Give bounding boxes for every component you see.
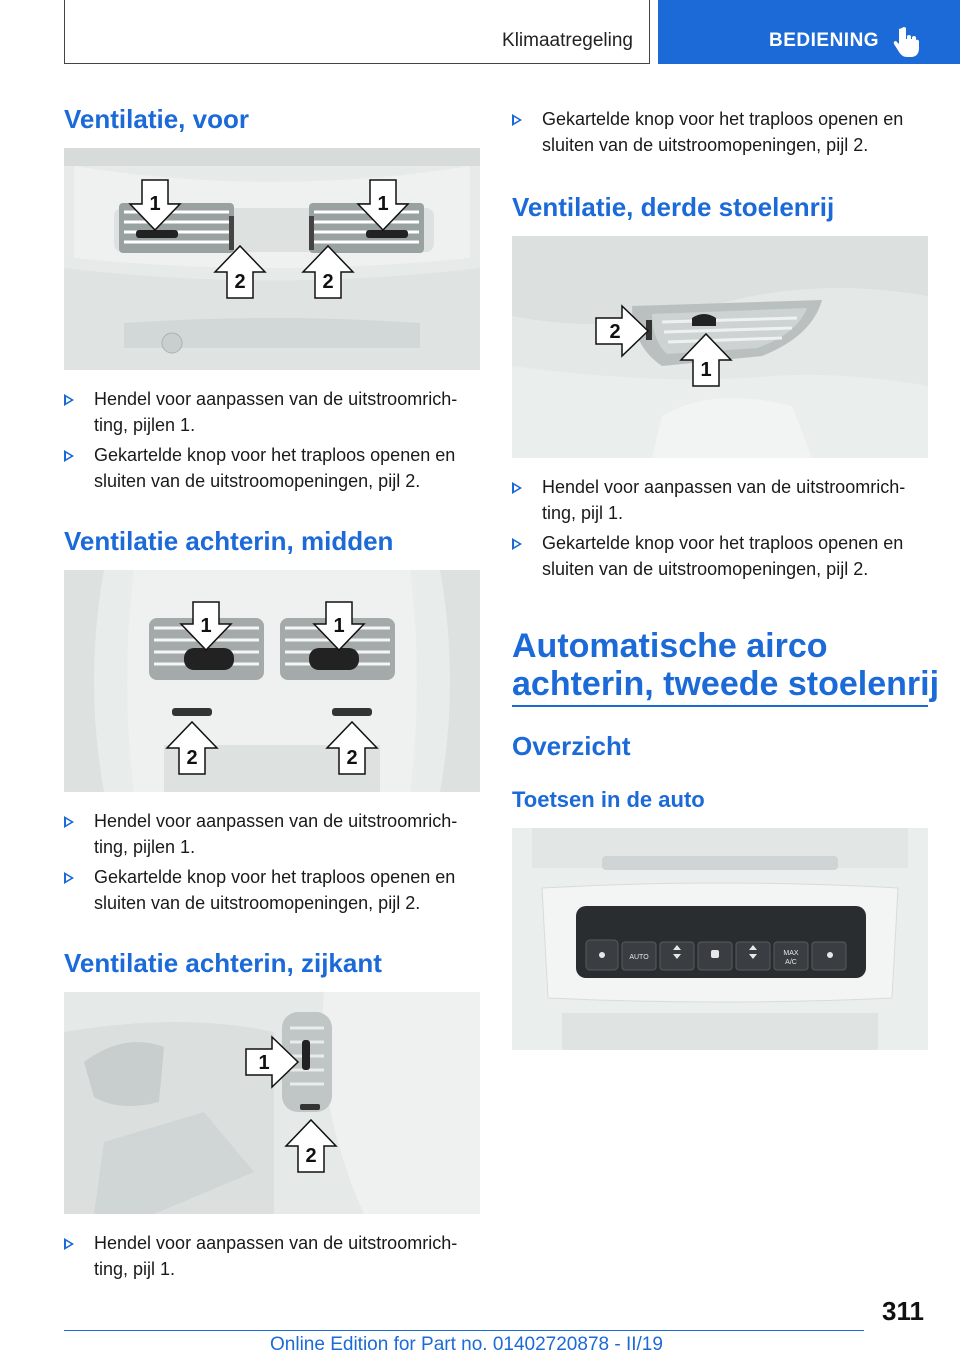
- bullet-text: Gekartelde knop voor het traploos openen en sluiten van de uitstroomopeningen, pijl 2.: [542, 533, 904, 579]
- photo-rear-center-vents: [64, 570, 480, 792]
- triangle-bullet-icon: [512, 538, 522, 550]
- section-title-third-row-vents: Ventilatie, derde stoelenrij: [512, 192, 835, 222]
- triangle-bullet-icon: [64, 1238, 74, 1250]
- subsubsection-title-buttons: Toetsen in de auto: [512, 787, 705, 812]
- subsection-title-overview: Overzicht: [512, 731, 631, 761]
- photo-label: 1: [258, 1052, 270, 1074]
- bullet-text: Gekartelde knop voor het traploos openen en sluiten van de uitstroomopeningen, pijl 2.: [542, 109, 904, 155]
- section-title-rear-side-vents: Ventilatie achterin, zijkant: [64, 948, 382, 978]
- footer-divider: [64, 1330, 864, 1331]
- photo-label: 2: [234, 271, 246, 293]
- photo-label: 1: [377, 193, 389, 215]
- panel-auto-label: AUTO: [629, 954, 649, 961]
- triangle-bullet-icon: [64, 394, 74, 406]
- footer-edition: Online Edition for Part no. 01402720878 - II/19: [270, 1334, 663, 1355]
- title-divider: [512, 705, 928, 707]
- main-title-line2: achterin, tweede stoelenrij: [512, 665, 940, 703]
- photo-label: 2: [322, 271, 334, 293]
- triangle-bullet-icon: [512, 114, 522, 126]
- photo-label: 2: [346, 747, 358, 769]
- photo-third-row-vents: [512, 236, 928, 458]
- photo-label: 1: [700, 359, 712, 381]
- bullet-text: Hendel voor aanpassen van de uitstroomrich-ting, pijlen 1.: [94, 389, 458, 435]
- bullet-item: [512, 474, 928, 528]
- triangle-bullet-icon: [512, 482, 522, 494]
- main-title-line1: Automatische airco: [512, 627, 828, 665]
- photo-label: 2: [609, 321, 621, 343]
- bullet-item: [64, 1230, 480, 1284]
- panel-max-label: MAX: [783, 950, 799, 957]
- triangle-bullet-icon: [64, 450, 74, 462]
- triangle-bullet-icon: [64, 816, 74, 828]
- pointing-hand-icon: [893, 26, 919, 58]
- header-chapter-title: BEDIENING: [769, 30, 880, 51]
- photo-label: 1: [200, 615, 212, 637]
- bullet-item: [64, 864, 480, 918]
- page-number: 311: [882, 1296, 924, 1326]
- header-section-tab: [64, 0, 650, 64]
- photo-rear-side-vents: [64, 992, 480, 1214]
- section-title-rear-center-vents: Ventilatie achterin, midden: [64, 526, 394, 556]
- photo-label: 2: [186, 747, 198, 769]
- photo-label: 1: [333, 615, 345, 637]
- bullet-text: Hendel voor aanpassen van de uitstroomrich-ting, pijl 1.: [542, 477, 906, 523]
- section-title-front-vents: Ventilatie, voor: [64, 104, 249, 134]
- header-chapter-tab: [658, 0, 960, 64]
- photo-rear-climate-panel: [512, 828, 928, 1050]
- bullet-text: Hendel voor aanpassen van de uitstroomrich-ting, pijlen 1.: [94, 811, 458, 857]
- panel-ac-label: A/C: [785, 959, 797, 966]
- bullet-text: Hendel voor aanpassen van de uitstroomrich-ting, pijl 1.: [94, 1233, 458, 1279]
- bullet-item: [64, 808, 480, 862]
- triangle-bullet-icon: [64, 872, 74, 884]
- bullet-item: [512, 106, 928, 160]
- bullet-text: Gekartelde knop voor het traploos openen en sluiten van de uitstroomopeningen, pijl 2.: [94, 867, 456, 913]
- photo-label: 2: [305, 1145, 317, 1167]
- bullet-item: [64, 386, 480, 440]
- photo-front-vents: [64, 148, 480, 370]
- bullet-text: Gekartelde knop voor het traploos openen en sluiten van de uitstroomopeningen, pijl 2.: [94, 445, 456, 491]
- photo-label: 1: [149, 193, 161, 215]
- bullet-item: [64, 442, 480, 496]
- header-section-title: Klimaatregeling: [502, 30, 633, 51]
- bullet-item: [512, 530, 928, 584]
